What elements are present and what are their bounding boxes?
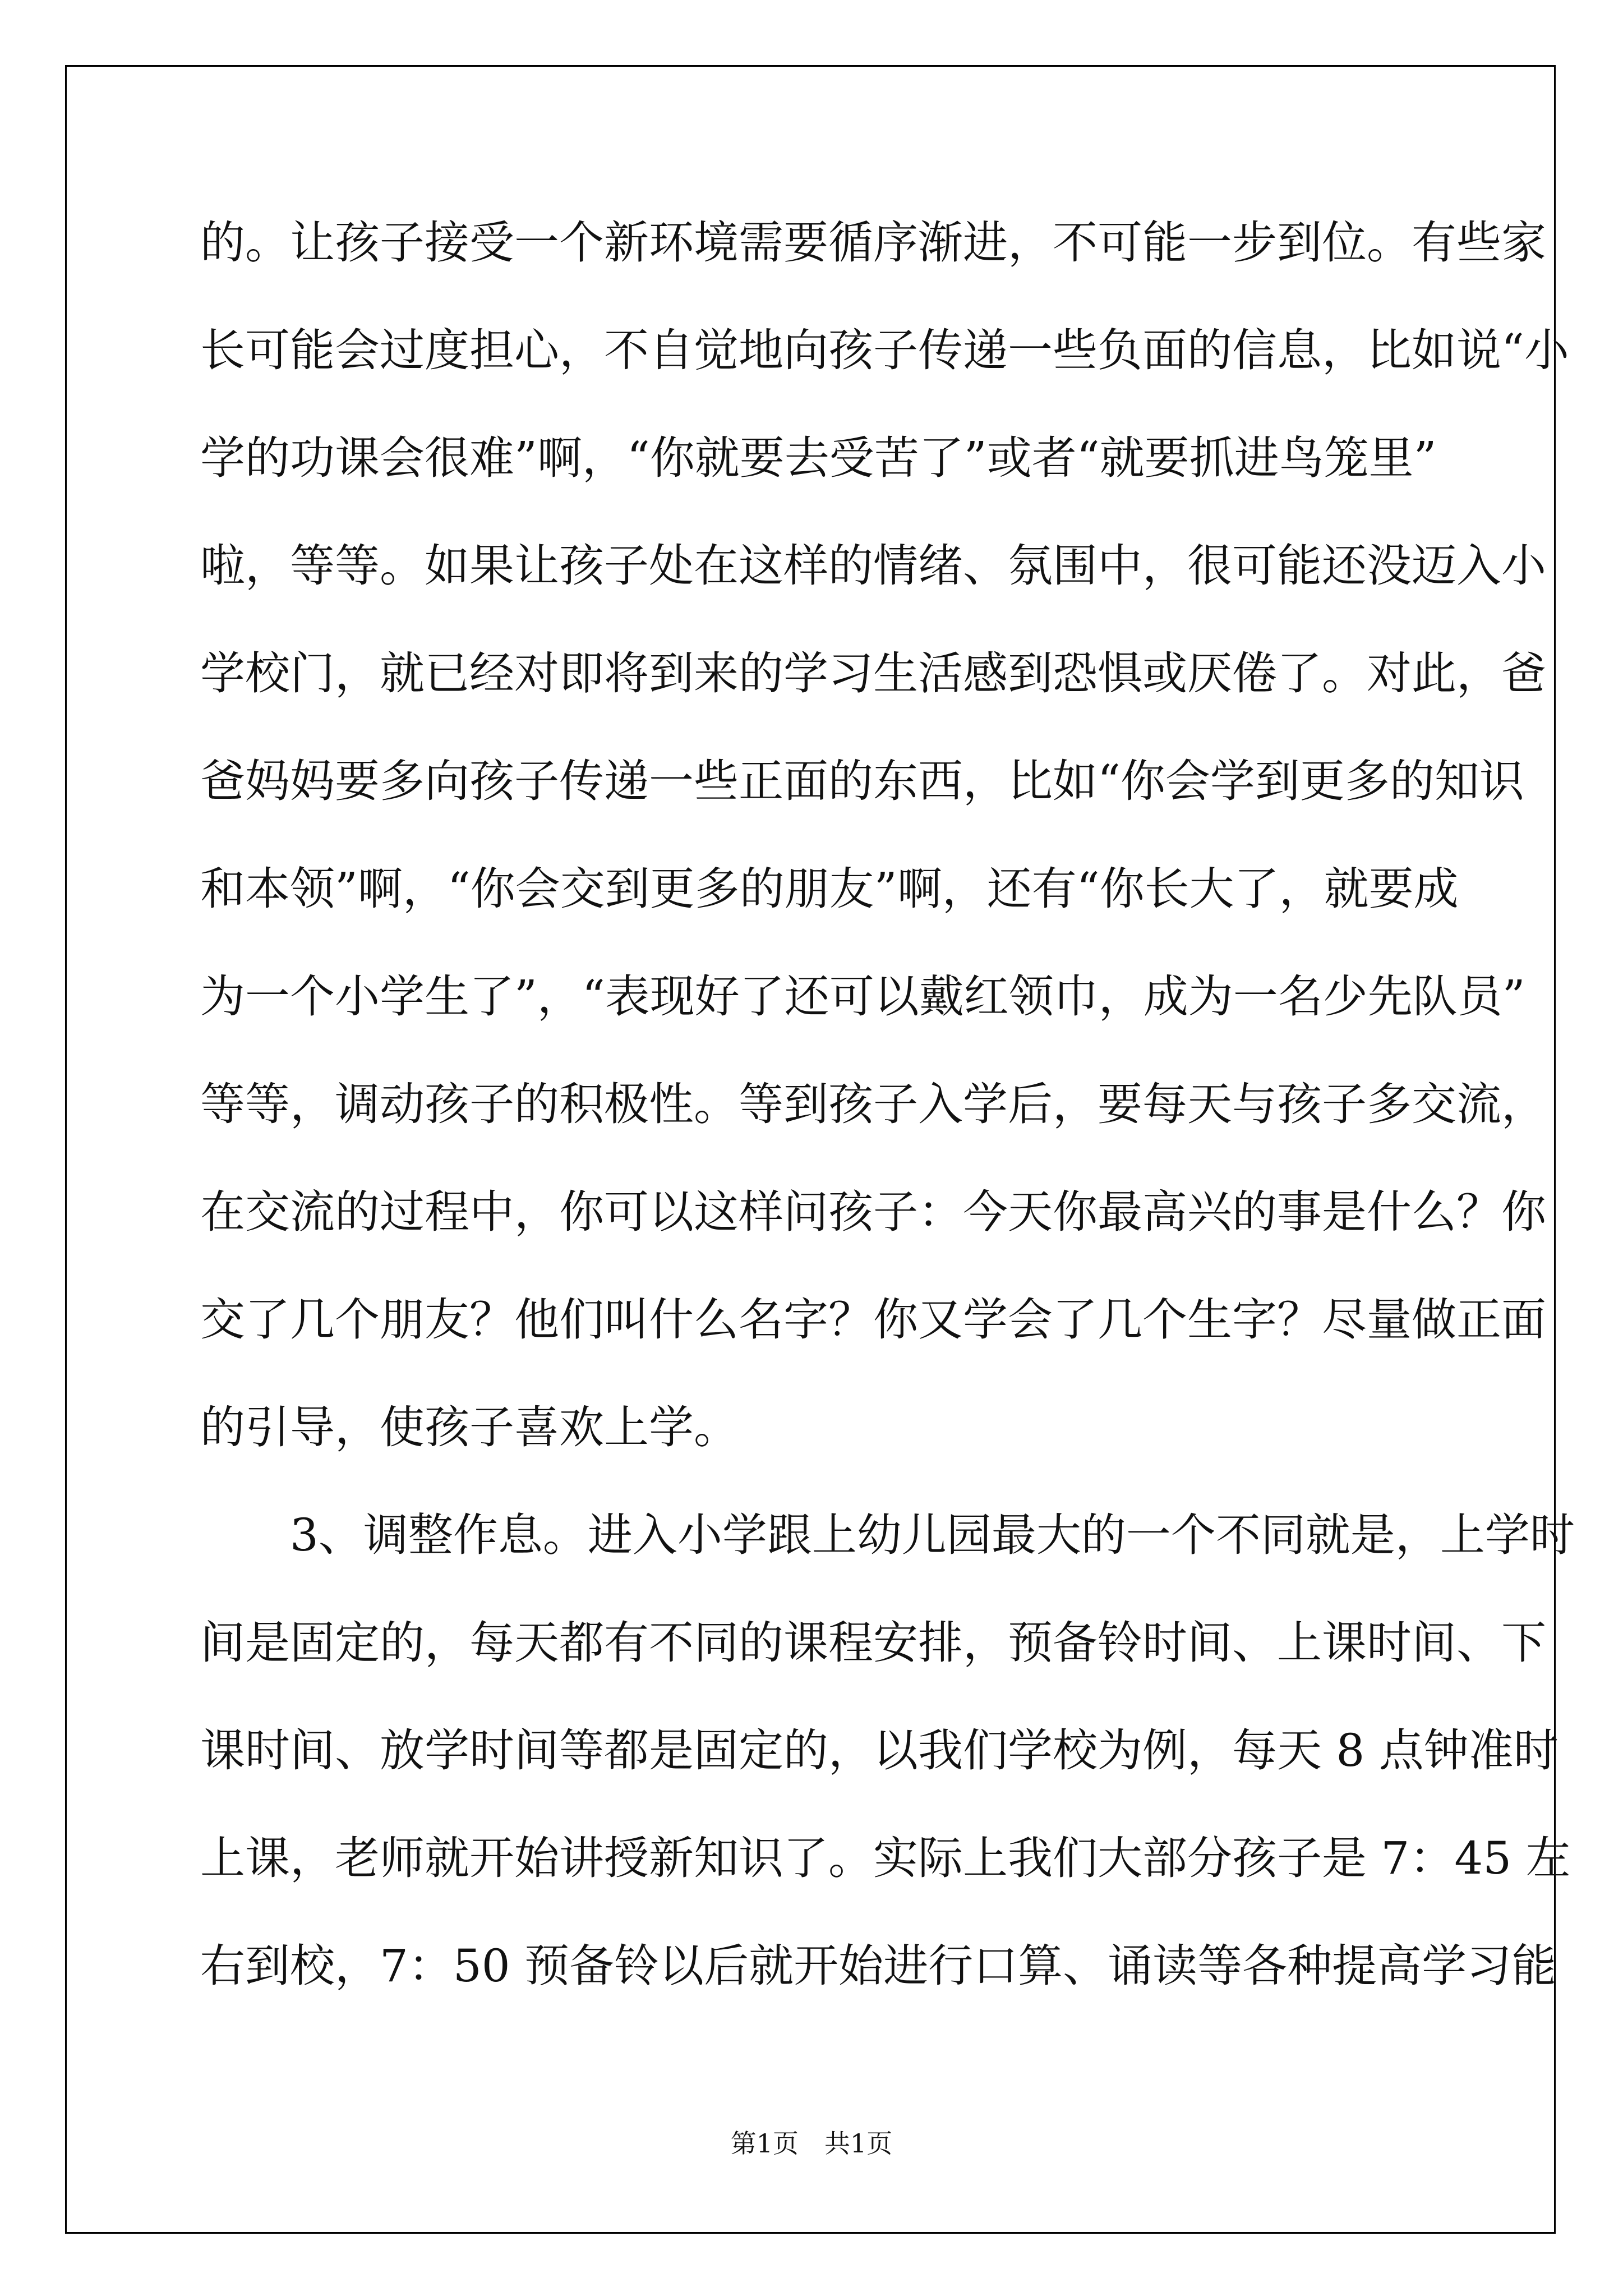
text-line: 交了几个朋友？他们叫什么名字？你又学会了几个生字？尽量做正面 xyxy=(200,1294,1546,1346)
text-line: 课时间、放学时间等都是固定的，以我们学校为例，每天 8 点钟准时 xyxy=(200,1724,1559,1777)
page-number-footer: 第1页 共1页 xyxy=(730,2128,893,2159)
text-line: 右到校，7：50 预备铃以后就开始进行口算、诵读等各种提高学习能 xyxy=(200,1940,1557,1992)
text-line: 长可能会过度担心，不自觉地向孩子传递一些负面的信息，比如说“小 xyxy=(200,324,1569,376)
text-line: 啦，等等。如果让孩子处在这样的情绪、氛围中，很可能还没迈入小 xyxy=(200,540,1546,592)
text-line: 和本领”啊，“你会交到更多的朋友”啊，还有“你长大了，就要成 xyxy=(200,863,1459,915)
text-line: 等等，调动孩子的积极性。等到孩子入学后，要每天与孩子多交流， xyxy=(200,1078,1546,1130)
text-line: 为一个小学生了”，“表现好了还可以戴红领巾，成为一名少先队员” xyxy=(200,970,1525,1023)
paragraph-end-line: 的引导，使孩子喜欢上学。 xyxy=(200,1401,739,1453)
text-line: 上课，老师就开始讲授新知识了。实际上我们大部分孩子是 7：45 左 xyxy=(200,1832,1571,1884)
text-line: 的。让孩子接受一个新环境需要循序渐进，不可能一步到位。有些家 xyxy=(200,217,1546,269)
text-line: 爸妈妈要多向孩子传递一些正面的东西，比如“你会学到更多的知识 xyxy=(200,755,1524,807)
text-line: 在交流的过程中，你可以这样问孩子：今天你最高兴的事是什么？你 xyxy=(200,1186,1546,1238)
text-line: 学的功课会很难”啊，“你就要去受苦了”或者“就要抓进鸟笼里” xyxy=(200,432,1437,484)
document-body xyxy=(200,215,1575,2046)
text-line: 间是固定的，每天都有不同的课程安排，预备铃时间、上课时间、下 xyxy=(200,1617,1546,1669)
text-line: 学校门，就已经对即将到来的学习生活感到恐惧或厌倦了。对此，爸 xyxy=(200,647,1546,700)
text-line: 3、调整作息。进入小学跟上幼儿园最大的一个不同就是，上学时 xyxy=(200,1509,1575,1561)
